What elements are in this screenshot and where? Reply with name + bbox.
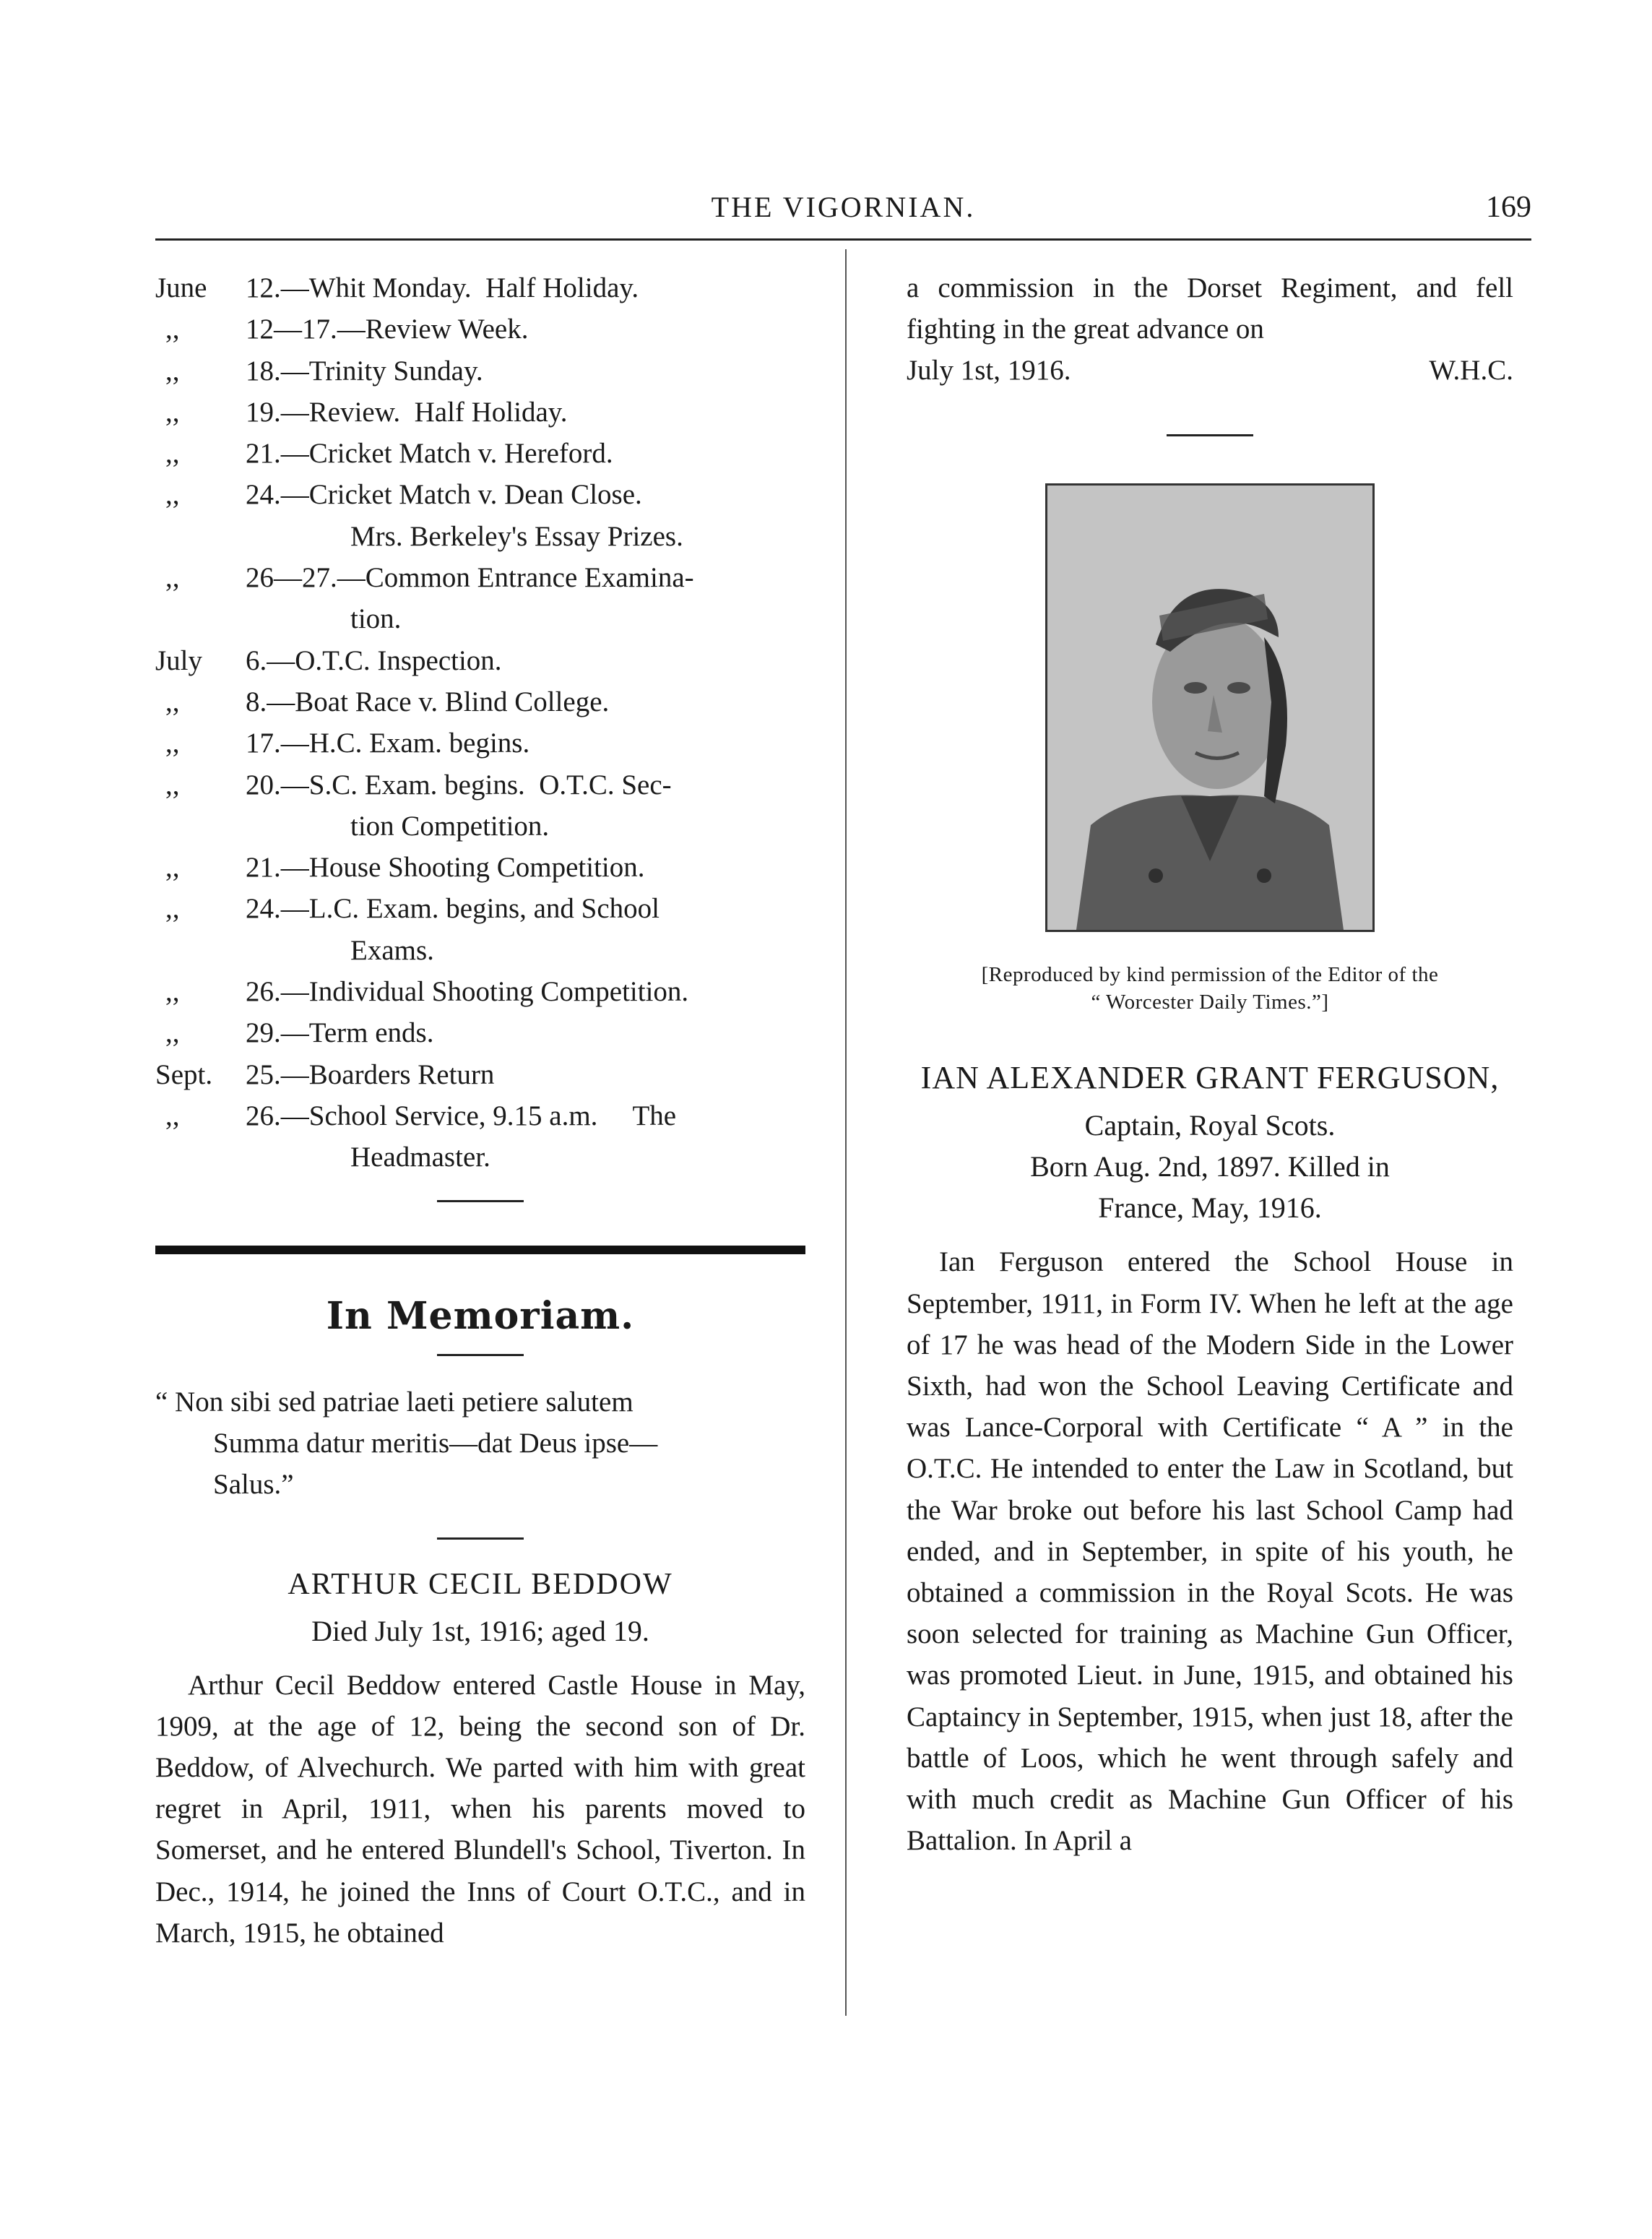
calendar-event: 26.—Individual Shooting Competition. <box>246 976 689 1008</box>
ferguson-killed: France, May, 1916. <box>1098 1191 1322 1225</box>
calendar-event: 24.—L.C. Exam. begins, and School <box>246 893 660 925</box>
ditto-mark: ,, <box>165 1017 180 1049</box>
beddow-dates: Died July 1st, 1916; aged 19. <box>311 1614 649 1647</box>
calendar-event: 12—17.—Review Week. <box>246 314 529 345</box>
calendar-entry <box>155 764 805 806</box>
calendar-event: 17.—H.C. Exam. begins. <box>246 728 530 759</box>
caption-line: [Reproduced by kind permission of the Editor of the <box>981 963 1439 987</box>
ditto-mark: ,, <box>165 852 180 884</box>
left-column <box>155 267 805 1954</box>
ditto-mark: ,, <box>165 479 180 511</box>
ditto-mark: ,, <box>165 355 180 387</box>
calendar-event: 8.—Boat Race v. Blind College. <box>246 686 610 717</box>
calendar-month: July <box>155 644 203 676</box>
calendar-entry <box>155 557 805 598</box>
right-column <box>907 267 1513 1861</box>
calendar-entry <box>155 640 805 681</box>
calendar-event: 26.—School Service, 9.15 a.m. The <box>246 1100 677 1131</box>
in-memoriam-title: In Memoriam. <box>326 1293 635 1338</box>
column-divider <box>845 249 847 2016</box>
beddow-obituary: Arthur Cecil Beddow entered Castle House in May, 1909, at the age of 12, being the second son of Dr. Beddow, of Alvechurch. We parted with him with great regret in April, 1911, when his parents moved to Somerset, and he entered Blundell's School, Tiverton. In Dec., 1914, he joined the Inns of Court O.T.C., and in March, 1915, he obtained <box>155 1669 805 1949</box>
calendar-month: Sept. <box>155 1058 213 1090</box>
calendar-event: 26—27.—Common Entrance Examina- <box>246 562 694 594</box>
calendar-event-continued: Mrs. Berkeley's Essay Prizes. <box>350 520 683 552</box>
calendar-entry <box>155 847 805 888</box>
beddow-signature-line <box>907 350 1513 391</box>
calendar-entry <box>155 1054 805 1095</box>
thick-divider <box>155 1246 805 1254</box>
calendar-event-continued: Exams. <box>350 934 434 966</box>
calendar-event: 24.—Cricket Match v. Dean Close. <box>246 479 642 511</box>
ditto-mark: ,, <box>165 893 180 925</box>
calendar-event: 25.—Boarders Return <box>246 1058 495 1090</box>
calendar-entry <box>155 1012 805 1053</box>
calendar-event-continued: tion Competition. <box>350 810 550 842</box>
calendar-entry <box>155 350 805 392</box>
ditto-mark: ,, <box>165 1100 180 1131</box>
running-title: THE VIGORNIAN. <box>711 191 976 223</box>
title-rule <box>437 1354 524 1356</box>
calendar-entry <box>155 806 805 847</box>
verse-line: Summa datur meritis—dat Deus ipse— <box>213 1427 658 1459</box>
calendar-entry <box>155 722 805 764</box>
calendar-entry <box>155 516 805 557</box>
calendar-entry <box>155 598 805 639</box>
section-rule <box>437 1200 524 1202</box>
page-number: 169 <box>1486 191 1531 224</box>
memorial-verse <box>155 1381 805 1505</box>
ferguson-obituary: Ian Ferguson entered the School House in September, 1911, in Form IV. When he left at the age of 17 he was head of the Modern Side in the Lower Sixth, had won the School Leaving Certificate and was Lance-Corporal with Certificate “ A ” in the O.T.C. He intended to enter the Law in Scotland, but the War broke out before his last School Camp had ended, and in September, in spite of his youth, he obtained a commission in the Royal Scots. He was soon selected for training as Machine Gun Officer, was promoted Lieut. in June, 1915, and obtained his Captaincy in September, 1915, when just 18, after the battle of Loos, which he went through safely and with much credit as Machine Gun Officer of his Battalion. In April a <box>907 1246 1513 1857</box>
header-rule <box>155 238 1531 241</box>
calendar-entry <box>155 474 805 515</box>
calendar-entry <box>155 309 805 350</box>
section-rule <box>437 1537 524 1540</box>
ditto-mark: ,, <box>165 976 180 1008</box>
calendar-entry <box>155 681 805 722</box>
caption-line: “ Worcester Daily Times.”] <box>1091 991 1329 1014</box>
calendar-event: 21.—House Shooting Competition. <box>246 852 645 884</box>
calendar-event: 21.—Cricket Match v. Hereford. <box>246 438 613 470</box>
portrait-photo <box>1045 483 1375 932</box>
beddow-death-date: July 1st, 1916. <box>907 355 1071 387</box>
soldier-portrait-image <box>1047 486 1372 930</box>
calendar-event-continued: Headmaster. <box>350 1142 490 1173</box>
calendar-entry <box>155 392 805 433</box>
ferguson-details <box>907 1105 1513 1228</box>
ferguson-born: Born Aug. 2nd, 1897. Killed in <box>1030 1150 1390 1183</box>
calendar-entry <box>155 1136 805 1178</box>
calendar-entry <box>155 971 805 1012</box>
ditto-mark: ,, <box>165 686 180 717</box>
calendar-event: 20.—S.C. Exam. begins. O.T.C. Sec- <box>246 769 672 801</box>
calendar-event: 29.—Term ends. <box>246 1017 434 1049</box>
school-calendar <box>155 267 805 1178</box>
calendar-entry <box>155 1095 805 1136</box>
calendar-entry <box>155 888 805 929</box>
calendar-event: 12.—Whit Monday. Half Holiday. <box>246 272 639 303</box>
photo-caption <box>907 961 1513 1016</box>
calendar-entry <box>155 267 805 309</box>
beddow-obituary-continued: a commission in the Dorset Regiment, and fell fighting in the great advance on <box>907 272 1513 345</box>
calendar-event-continued: tion. <box>350 603 402 635</box>
ferguson-name-heading: IAN ALEXANDER GRANT FERGUSON, <box>920 1060 1500 1096</box>
calendar-entry <box>155 930 805 971</box>
section-rule <box>1167 434 1253 436</box>
ditto-mark: ,, <box>165 728 180 759</box>
calendar-entry <box>155 433 805 474</box>
verse-line: “ Non sibi sed patriae laeti petiere salutem <box>155 1386 633 1418</box>
ditto-mark: ,, <box>165 438 180 470</box>
ditto-mark: ,, <box>165 314 180 345</box>
author-initials: W.H.C. <box>1429 355 1513 387</box>
calendar-event: 19.—Review. Half Holiday. <box>246 396 568 428</box>
calendar-event: 18.—Trinity Sunday. <box>246 355 483 387</box>
calendar-month: June <box>155 272 207 303</box>
ditto-mark: ,, <box>165 769 180 801</box>
ferguson-rank: Captain, Royal Scots. <box>1084 1109 1336 1142</box>
ditto-mark: ,, <box>165 396 180 428</box>
page-header <box>155 184 1531 235</box>
beddow-name-heading: ARTHUR CECIL BEDDOW <box>287 1567 673 1601</box>
calendar-event: 6.—O.T.C. Inspection. <box>246 644 502 676</box>
verse-line: Salus.” <box>213 1468 294 1500</box>
ditto-mark: ,, <box>165 562 180 594</box>
